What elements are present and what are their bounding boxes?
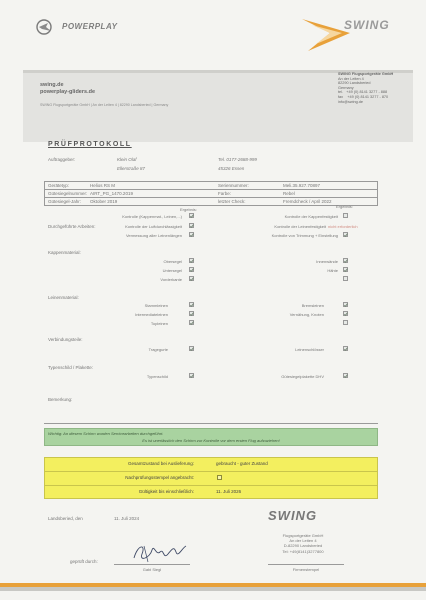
state-value: gebraucht - guter Zustand [216, 461, 268, 466]
stamp-swing-logo: SWING [268, 508, 318, 523]
canopy-left-checkbox[interactable] [189, 258, 194, 263]
company-city: 82290 Landsberied [338, 81, 371, 86]
sender-line: SWING Flugsportgeräte GmbH | An der Leiten 4 | 82290 Landsberied | Germany [40, 103, 169, 107]
last-check: Fremdcheck / April 2022 [283, 199, 332, 204]
connection-left-label: Tragegurte [148, 347, 168, 352]
remarks-line [44, 423, 378, 424]
color-label: Farbe: [218, 191, 232, 196]
plate-section-label: Typenschild / Plakette: [48, 365, 94, 370]
place-label: Landsberied, den [48, 516, 83, 521]
device-row-divider [44, 197, 378, 198]
canopy-right-label: Hähte [327, 268, 338, 273]
stamp-attached-checkbox[interactable] [217, 475, 222, 480]
plate-right-label: Gütesiegelplakette DHV [281, 374, 324, 379]
connection-right-checkbox[interactable] [343, 346, 348, 351]
canopy-right-label: Innenwände [316, 259, 338, 264]
notice-line-2: Es ist unerlässlich den Schirm zur Kontrolle vor dem ersten Flug aufzuziehen! [142, 438, 280, 443]
seal-year-label: Gütesiegel-Jahr: [48, 199, 82, 204]
company-street: An der Leiten 4 [338, 76, 364, 81]
website-swing: swing.de [40, 82, 64, 88]
canopy-left-label: Untersegel [162, 268, 182, 273]
connection-right-label: Leinenschlösser [295, 347, 324, 352]
lines-left-label: Intermediateleinen [135, 312, 168, 317]
checked-by-label: geprüft durch: [70, 559, 98, 564]
lines-section-label: Leinenmaterial: [48, 295, 79, 300]
plate-left-label: Typenschild [146, 374, 168, 379]
work-right-checkbox[interactable] [343, 232, 348, 237]
company-fax: fax +49 (0) 8141 3277 - 870 [338, 94, 389, 99]
summary-divider [44, 471, 378, 472]
work-left-checkbox[interactable] [189, 213, 194, 218]
report-date: 11. Juli 2024 [114, 516, 140, 521]
lines-left-checkbox[interactable] [189, 311, 194, 316]
swing-logo-text: SWING [344, 18, 390, 32]
lines-right-label: Bremsleinen [301, 303, 324, 308]
work-left-checkbox[interactable] [189, 232, 194, 237]
color-value: Rebel [283, 191, 295, 196]
client-phone: Tel. 0177-2688-999 [218, 157, 257, 162]
canopy-left-checkbox[interactable] [189, 276, 194, 281]
company-country: Germany [338, 85, 354, 90]
device-type: Helios RS M [90, 183, 116, 188]
company-stamp: Flugsportgeräte GmbH An der Leiten 4 D-82290 Landsberied Tel: +49(8141)3277800 [282, 533, 324, 554]
state-label: Gesamtzustand bei Auslieferung: [127, 461, 194, 466]
canopy-left-label: Obersegel [163, 259, 182, 264]
work-left-label: Kontrolle (Kappenmat., Leinen,...) [122, 214, 182, 219]
device-row-divider [44, 189, 378, 190]
canopy-section-label: Kappenmaterial: [48, 250, 81, 255]
client-street: Ellerstraße 87 [117, 166, 146, 171]
canopy-right-checkbox[interactable] [343, 258, 348, 263]
lines-right-checkbox[interactable] [343, 302, 348, 307]
work-left-label: Kontrolle der Luftdurchlässigkeit [125, 224, 182, 229]
stamp-label: Firmenstempel [292, 567, 320, 572]
device-type-label: Gerätetyp: [48, 183, 70, 188]
document-title: PRÜFPROTOKOLL [48, 141, 132, 148]
work-right-label: Kontrolle der Kappenfestigkeit [284, 214, 338, 219]
lines-left-checkbox[interactable] [189, 302, 194, 307]
company-email: info@swing.de [338, 99, 363, 104]
work-right-checkbox[interactable] [343, 213, 348, 218]
footer-stripe-gray [0, 587, 426, 591]
canopy-right-checkbox[interactable] [343, 267, 348, 272]
client-name: Klein Olaf [117, 157, 137, 162]
lines-right-checkbox[interactable] [343, 311, 348, 316]
serial-label: Seriennummer: [218, 183, 249, 188]
lines-left-checkbox[interactable] [189, 320, 194, 325]
serial-number: Meli.35.927.70897 [283, 183, 321, 188]
canopy-right-checkbox[interactable] [343, 276, 348, 281]
connection-left-checkbox[interactable] [189, 346, 194, 351]
valid-until-label: Gültigkeit bis einschließlich: [138, 489, 194, 494]
stamp-line [268, 564, 344, 565]
work-section-label: Durchgeführte Arbeiten: [48, 224, 96, 229]
signature-line [114, 564, 190, 565]
remarks-label: Bemerkung: [48, 397, 73, 402]
result-header-left: Ergebnis: [180, 207, 197, 212]
last-check-label: letzter Check: [218, 199, 246, 204]
stamp-attached-label: Nachprüfungsstempel angebracht: [125, 475, 194, 480]
work-right-label: Kontrolle der Leinenfestigkeit [274, 224, 326, 229]
valid-until-value: 11. Juli 2026 [216, 489, 242, 494]
website-powerplay: powerplay-gliders.de [40, 89, 96, 95]
seal-number: AIRT_PG_1470.2019 [90, 191, 133, 196]
work-left-checkbox[interactable] [189, 223, 194, 228]
client-label: Auftraggeber: [48, 157, 76, 162]
checker-name: Gabi Siegl [142, 567, 162, 572]
client-city: 45326 Essen [218, 166, 245, 171]
work-left-label: Vermessung aller Leinenlängen [125, 233, 182, 238]
lines-right-checkbox[interactable] [343, 320, 348, 325]
lines-right-label: Vernähung, Knoten [289, 312, 324, 317]
canopy-left-checkbox[interactable] [189, 267, 194, 272]
company-tel: tel. +49 (0) 8141 3277 - 888 [338, 90, 388, 95]
company-name: SWING Flugsportgeräte GmbH [338, 72, 394, 76]
seal-number-label: Gütesiegelnummer: [48, 191, 88, 196]
plate-left-checkbox[interactable] [189, 373, 194, 378]
result-header-right: Ergebnis: [336, 204, 353, 209]
notice-line-1: Wichtig: An diesem Schirm wurden Servicearbeiten durchgeführt. [48, 431, 164, 436]
signature-image [130, 540, 188, 566]
powerplay-logo-text: POWERPLAY [62, 22, 118, 31]
work-right-label: Kontrolle von Trimmung + Einstellung [271, 233, 338, 238]
lines-left-label: Topleinen [150, 321, 168, 326]
powerplay-logo-icon [34, 19, 60, 35]
summary-divider [44, 485, 378, 486]
seal-year: Oktober 2019 [90, 199, 118, 204]
canopy-left-label: Vorderkante [160, 277, 182, 282]
lines-left-label: Stammleinen [144, 303, 168, 308]
work-right-note: nicht erforderlich [328, 224, 358, 229]
plate-right-checkbox[interactable] [343, 373, 348, 378]
connection-section-label: Verbindungsteile: [48, 337, 83, 342]
company-address [338, 72, 393, 104]
